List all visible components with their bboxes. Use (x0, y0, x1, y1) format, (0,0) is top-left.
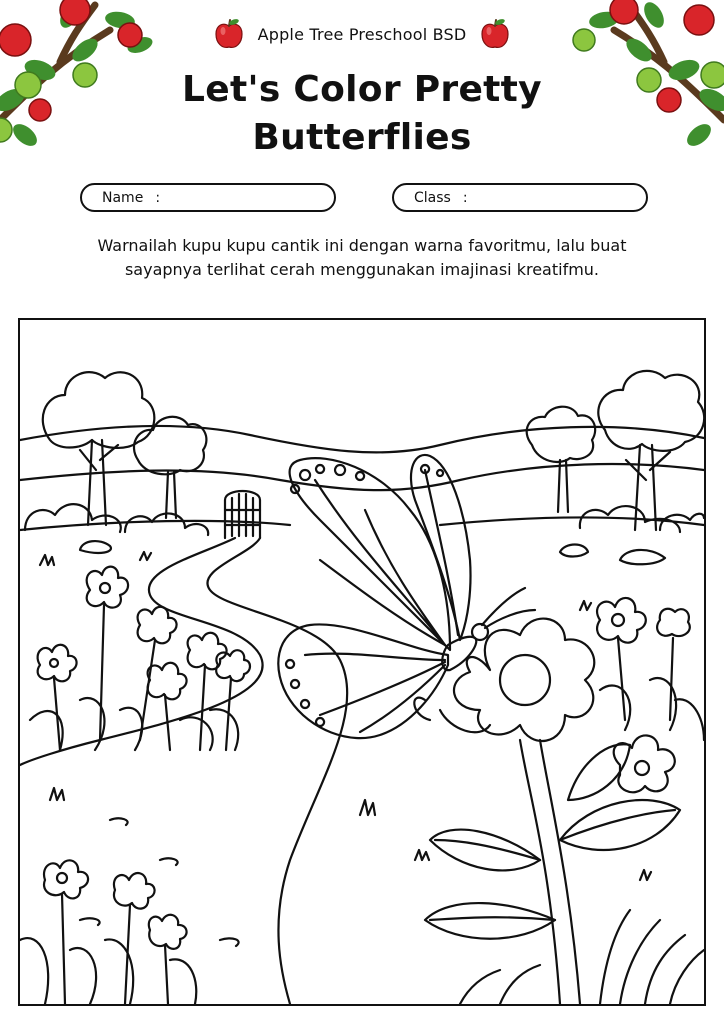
school-name: Apple Tree Preschool BSD (257, 24, 467, 44)
wing-spots (286, 465, 443, 726)
rock-1 (80, 541, 111, 553)
apple-icon (480, 18, 510, 50)
daisies-bottom-left (20, 860, 196, 1004)
grass-bottom-right (460, 910, 704, 1004)
leaf-left (430, 830, 540, 871)
title-line-1: Let's Color Pretty (182, 69, 542, 110)
class-input[interactable] (474, 189, 652, 207)
name-input[interactable] (166, 189, 344, 207)
title-line-2: Butterflies (252, 117, 472, 158)
flowers-right (597, 598, 704, 792)
class-separator: : (462, 189, 468, 206)
butterfly-garden-line-art (20, 320, 704, 1004)
wing-veins (305, 470, 458, 732)
butterfly-antennae (482, 588, 535, 628)
instructions (60, 234, 664, 282)
instructions-line-2: sayapnya terlihat cerah menggunakan imajinasi kreatifmu. (124, 260, 600, 279)
instructions-line-1: Warnailah kupu kupu cantik ini dengan warna favoritmu, lalu buat (97, 236, 627, 255)
coloring-picture-frame (18, 318, 706, 1006)
butterfly-lower-wing (278, 624, 448, 738)
name-separator: : (155, 189, 161, 206)
school-header (0, 18, 724, 50)
flowers-left (30, 567, 250, 750)
name-label: Name (102, 189, 144, 206)
butterfly (278, 455, 535, 738)
rock-2 (560, 545, 588, 557)
tree-left-2 (134, 417, 206, 518)
big-flower-stem (520, 740, 580, 1004)
garden-gate (225, 491, 260, 538)
worksheet-title (0, 66, 724, 162)
tree-right-1 (527, 407, 596, 512)
mid-hill (20, 464, 704, 490)
path-stones (80, 818, 239, 946)
name-field[interactable] (80, 183, 336, 212)
apple-icon (214, 18, 244, 50)
tree-right-2 (598, 371, 704, 530)
garden-path-right (207, 538, 347, 1004)
rock-3 (620, 550, 665, 564)
leaf-right (560, 800, 680, 850)
tree-left-1 (43, 372, 155, 525)
class-label: Class (414, 189, 451, 206)
class-field[interactable] (392, 183, 648, 212)
meadow-edge (20, 518, 704, 531)
leaf-left-2 (425, 903, 555, 939)
